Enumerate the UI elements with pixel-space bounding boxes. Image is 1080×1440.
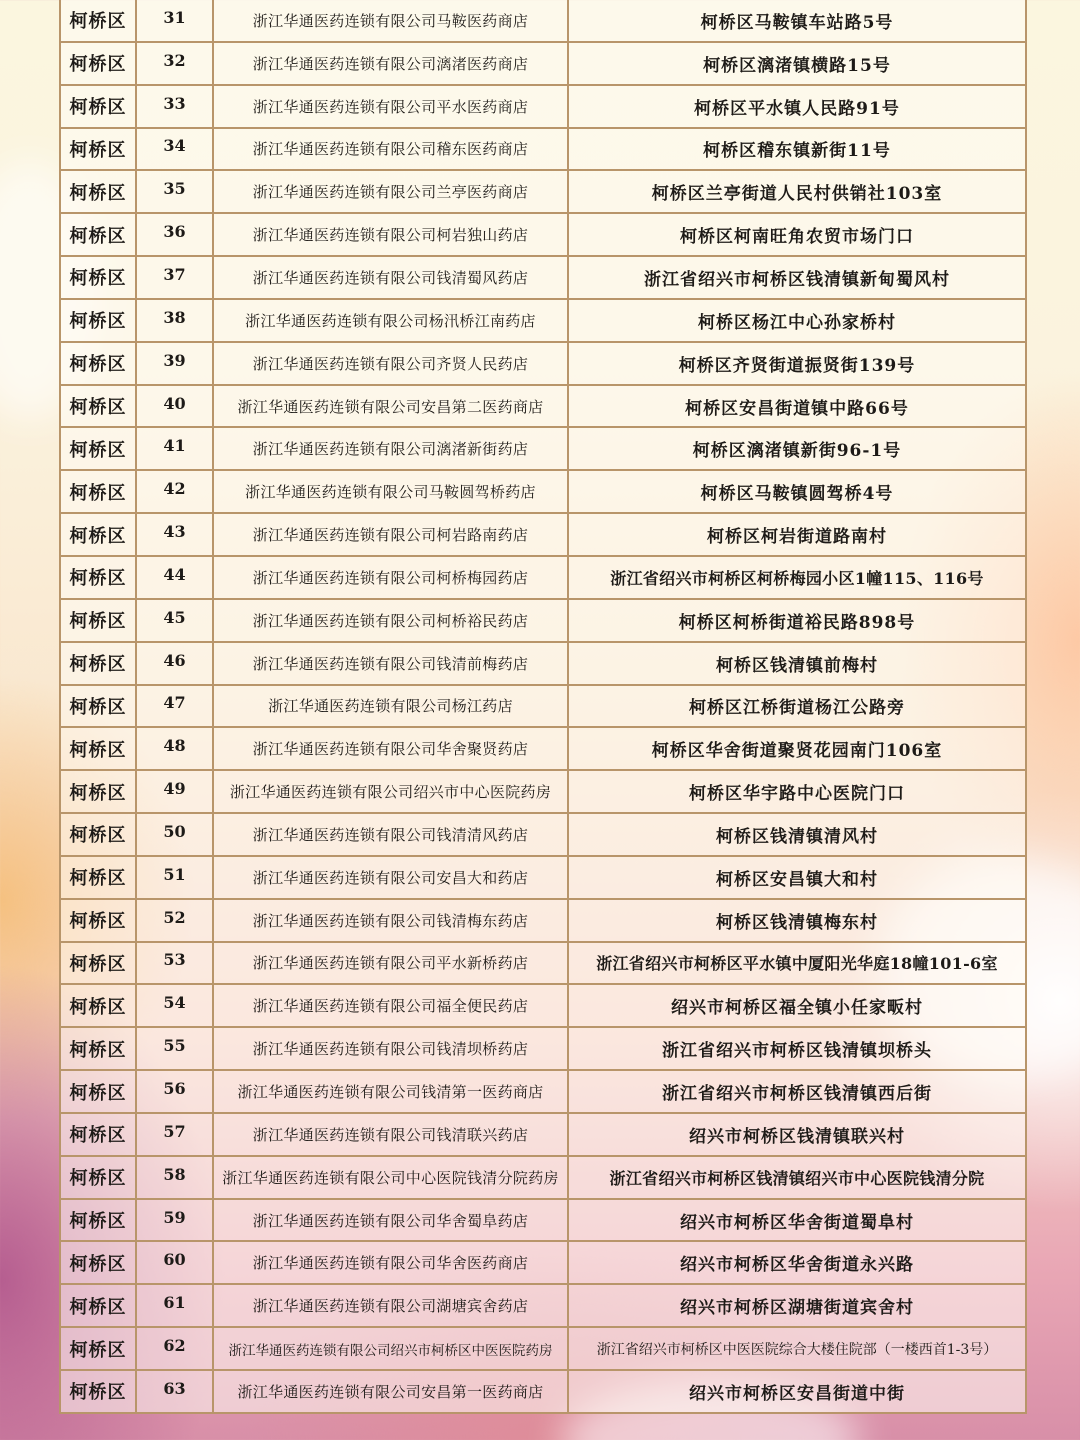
number-cell: 33 <box>136 85 213 128</box>
pharmacy-name-cell: 浙江华通医药连锁有限公司钱清联兴药店 <box>213 1113 568 1156</box>
district-cell: 柯桥区 <box>60 899 136 942</box>
district-cell: 柯桥区 <box>60 1070 136 1113</box>
number-cell: 32 <box>136 42 213 85</box>
district-cell: 柯桥区 <box>60 85 136 128</box>
district-cell: 柯桥区 <box>60 470 136 513</box>
pharmacy-name-cell: 浙江华通医药连锁有限公司平水新桥药店 <box>213 942 568 985</box>
pharmacy-name-cell: 浙江华通医药连锁有限公司钱清坝桥药店 <box>213 1027 568 1070</box>
pharmacy-name-cell: 浙江华通医药连锁有限公司绍兴市柯桥区中医医院药房 <box>213 1327 568 1370</box>
address-cell: 柯桥区马鞍镇车站路5号 <box>568 0 1026 42</box>
address-cell: 浙江省绍兴市柯桥区中医医院综合大楼住院部（一楼西首1-3号） <box>568 1327 1026 1370</box>
address-cell: 绍兴市柯桥区华舍街道蜀阜村 <box>568 1199 1026 1242</box>
district-cell: 柯桥区 <box>60 599 136 642</box>
pharmacy-name-cell: 浙江华通医药连锁有限公司柯岩路南药店 <box>213 513 568 556</box>
table-row <box>60 1070 1026 1113</box>
table-row <box>60 342 1026 385</box>
number-cell: 37 <box>136 256 213 299</box>
pharmacy-name-cell: 浙江华通医药连锁有限公司钱清梅东药店 <box>213 899 568 942</box>
number-cell: 58 <box>136 1156 213 1199</box>
district-cell: 柯桥区 <box>60 984 136 1027</box>
number-cell: 62 <box>136 1327 213 1370</box>
table-row <box>60 556 1026 599</box>
number-cell: 50 <box>136 813 213 856</box>
pharmacy-name-cell: 浙江华通医药连锁有限公司马鞍圆驾桥药店 <box>213 470 568 513</box>
pharmacy-name-cell: 浙江华通医药连锁有限公司漓渚新街药店 <box>213 427 568 470</box>
district-cell: 柯桥区 <box>60 299 136 342</box>
pharmacy-name-cell: 浙江华通医药连锁有限公司杨汛桥江南药店 <box>213 299 568 342</box>
table-row <box>60 42 1026 85</box>
pharmacy-name-cell: 浙江华通医药连锁有限公司柯桥梅园药店 <box>213 556 568 599</box>
pharmacy-name-cell: 浙江华通医药连锁有限公司柯桥裕民药店 <box>213 599 568 642</box>
number-cell: 61 <box>136 1284 213 1327</box>
table-row <box>60 1284 1026 1327</box>
pharmacy-name-cell: 浙江华通医药连锁有限公司华舍聚贤药店 <box>213 727 568 770</box>
address-cell: 柯桥区杨江中心孙家桥村 <box>568 299 1026 342</box>
number-cell: 59 <box>136 1199 213 1242</box>
district-cell: 柯桥区 <box>60 342 136 385</box>
pharmacy-list-table <box>59 0 1027 1414</box>
table-row <box>60 256 1026 299</box>
table-row <box>60 770 1026 813</box>
table-row <box>60 85 1026 128</box>
pharmacy-name-cell: 浙江华通医药连锁有限公司华舍蜀阜药店 <box>213 1199 568 1242</box>
pharmacy-name-cell: 浙江华通医药连锁有限公司钱清前梅药店 <box>213 642 568 685</box>
district-cell: 柯桥区 <box>60 727 136 770</box>
table-row <box>60 1027 1026 1070</box>
district-cell: 柯桥区 <box>60 1156 136 1199</box>
pharmacy-name-cell: 浙江华通医药连锁有限公司稽东医药商店 <box>213 128 568 171</box>
district-cell: 柯桥区 <box>60 1241 136 1284</box>
address-cell: 浙江省绍兴市柯桥区平水镇中厦阳光华庭18幢101-6室 <box>568 942 1026 985</box>
table-row <box>60 385 1026 428</box>
pharmacy-list-table-container <box>59 0 1025 1414</box>
district-cell: 柯桥区 <box>60 813 136 856</box>
number-cell: 47 <box>136 685 213 728</box>
table-row <box>60 942 1026 985</box>
district-cell: 柯桥区 <box>60 42 136 85</box>
table-row <box>60 984 1026 1027</box>
pharmacy-name-cell: 浙江华通医药连锁有限公司马鞍医药商店 <box>213 0 568 42</box>
table-body <box>60 0 1026 1413</box>
district-cell: 柯桥区 <box>60 128 136 171</box>
district-cell: 柯桥区 <box>60 642 136 685</box>
number-cell: 42 <box>136 470 213 513</box>
number-cell: 35 <box>136 170 213 213</box>
number-cell: 48 <box>136 727 213 770</box>
number-cell: 36 <box>136 213 213 256</box>
number-cell: 39 <box>136 342 213 385</box>
address-cell: 柯桥区齐贤街道振贤街139号 <box>568 342 1026 385</box>
district-cell: 柯桥区 <box>60 1027 136 1070</box>
table-row <box>60 1199 1026 1242</box>
address-cell: 柯桥区平水镇人民路91号 <box>568 85 1026 128</box>
pharmacy-name-cell: 浙江华通医药连锁有限公司中心医院钱清分院药房 <box>213 1156 568 1199</box>
table-row <box>60 1327 1026 1370</box>
district-cell: 柯桥区 <box>60 1370 136 1413</box>
district-cell: 柯桥区 <box>60 1284 136 1327</box>
table-row <box>60 727 1026 770</box>
number-cell: 51 <box>136 856 213 899</box>
pharmacy-name-cell: 浙江华通医药连锁有限公司钱清蜀风药店 <box>213 256 568 299</box>
number-cell: 44 <box>136 556 213 599</box>
pharmacy-name-cell: 浙江华通医药连锁有限公司安昌大和药店 <box>213 856 568 899</box>
pharmacy-name-cell: 浙江华通医药连锁有限公司漓渚医药商店 <box>213 42 568 85</box>
address-cell: 浙江省绍兴市柯桥区钱清镇绍兴市中心医院钱清分院 <box>568 1156 1026 1199</box>
district-cell: 柯桥区 <box>60 942 136 985</box>
pharmacy-name-cell: 浙江华通医药连锁有限公司华舍医药商店 <box>213 1241 568 1284</box>
number-cell: 55 <box>136 1027 213 1070</box>
address-cell: 浙江省绍兴市柯桥区钱清镇坝桥头 <box>568 1027 1026 1070</box>
district-cell: 柯桥区 <box>60 385 136 428</box>
address-cell: 柯桥区安昌镇大和村 <box>568 856 1026 899</box>
district-cell: 柯桥区 <box>60 427 136 470</box>
pharmacy-name-cell: 浙江华通医药连锁有限公司平水医药商店 <box>213 85 568 128</box>
number-cell: 34 <box>136 128 213 171</box>
pharmacy-name-cell: 浙江华通医药连锁有限公司齐贤人民药店 <box>213 342 568 385</box>
district-cell: 柯桥区 <box>60 513 136 556</box>
table-row <box>60 513 1026 556</box>
pharmacy-name-cell: 浙江华通医药连锁有限公司钱清第一医药商店 <box>213 1070 568 1113</box>
table-row <box>60 427 1026 470</box>
address-cell: 柯桥区华宇路中心医院门口 <box>568 770 1026 813</box>
number-cell: 60 <box>136 1241 213 1284</box>
address-cell: 柯桥区钱清镇清风村 <box>568 813 1026 856</box>
pharmacy-name-cell: 浙江华通医药连锁有限公司湖塘宾舍药店 <box>213 1284 568 1327</box>
district-cell: 柯桥区 <box>60 1113 136 1156</box>
pharmacy-name-cell: 浙江华通医药连锁有限公司福全便民药店 <box>213 984 568 1027</box>
table-row <box>60 899 1026 942</box>
number-cell: 46 <box>136 642 213 685</box>
table-row <box>60 856 1026 899</box>
district-cell: 柯桥区 <box>60 856 136 899</box>
table-row <box>60 470 1026 513</box>
pharmacy-name-cell: 浙江华通医药连锁有限公司钱清清风药店 <box>213 813 568 856</box>
address-cell: 柯桥区兰亭街道人民村供销社103室 <box>568 170 1026 213</box>
district-cell: 柯桥区 <box>60 556 136 599</box>
pharmacy-name-cell: 浙江华通医药连锁有限公司绍兴市中心医院药房 <box>213 770 568 813</box>
address-cell: 柯桥区柯桥街道裕民路898号 <box>568 599 1026 642</box>
address-cell: 柯桥区钱清镇梅东村 <box>568 899 1026 942</box>
table-row <box>60 299 1026 342</box>
number-cell: 45 <box>136 599 213 642</box>
number-cell: 57 <box>136 1113 213 1156</box>
number-cell: 52 <box>136 899 213 942</box>
pharmacy-name-cell: 浙江华通医药连锁有限公司杨江药店 <box>213 685 568 728</box>
number-cell: 41 <box>136 427 213 470</box>
number-cell: 63 <box>136 1370 213 1413</box>
table-row <box>60 0 1026 42</box>
address-cell: 柯桥区江桥街道杨江公路旁 <box>568 685 1026 728</box>
address-cell: 浙江省绍兴市柯桥区钱清镇新甸蜀风村 <box>568 256 1026 299</box>
address-cell: 柯桥区钱清镇前梅村 <box>568 642 1026 685</box>
district-cell: 柯桥区 <box>60 770 136 813</box>
number-cell: 40 <box>136 385 213 428</box>
pharmacy-name-cell: 浙江华通医药连锁有限公司安昌第一医药商店 <box>213 1370 568 1413</box>
address-cell: 柯桥区稽东镇新街11号 <box>568 128 1026 171</box>
table-row <box>60 1156 1026 1199</box>
district-cell: 柯桥区 <box>60 170 136 213</box>
address-cell: 柯桥区漓渚镇横路15号 <box>568 42 1026 85</box>
number-cell: 43 <box>136 513 213 556</box>
district-cell: 柯桥区 <box>60 1327 136 1370</box>
district-cell: 柯桥区 <box>60 256 136 299</box>
address-cell: 柯桥区漓渚镇新街96-1号 <box>568 427 1026 470</box>
address-cell: 绍兴市柯桥区钱清镇联兴村 <box>568 1113 1026 1156</box>
address-cell: 柯桥区华舍街道聚贤花园南门106室 <box>568 727 1026 770</box>
address-cell: 柯桥区安昌街道镇中路66号 <box>568 385 1026 428</box>
district-cell: 柯桥区 <box>60 685 136 728</box>
address-cell: 浙江省绍兴市柯桥区柯桥梅园小区1幢115、116号 <box>568 556 1026 599</box>
address-cell: 柯桥区马鞍镇圆驾桥4号 <box>568 470 1026 513</box>
address-cell: 绍兴市柯桥区华舍街道永兴路 <box>568 1241 1026 1284</box>
district-cell: 柯桥区 <box>60 0 136 42</box>
pharmacy-name-cell: 浙江华通医药连锁有限公司柯岩独山药店 <box>213 213 568 256</box>
number-cell: 49 <box>136 770 213 813</box>
number-cell: 56 <box>136 1070 213 1113</box>
number-cell: 53 <box>136 942 213 985</box>
table-row <box>60 1241 1026 1284</box>
address-cell: 绍兴市柯桥区湖塘街道宾舍村 <box>568 1284 1026 1327</box>
number-cell: 54 <box>136 984 213 1027</box>
address-cell: 柯桥区柯南旺角农贸市场门口 <box>568 213 1026 256</box>
table-row <box>60 813 1026 856</box>
table-row <box>60 1370 1026 1413</box>
table-row <box>60 128 1026 171</box>
district-cell: 柯桥区 <box>60 1199 136 1242</box>
number-cell: 31 <box>136 0 213 42</box>
table-row <box>60 1113 1026 1156</box>
table-row <box>60 170 1026 213</box>
address-cell: 绍兴市柯桥区安昌街道中街 <box>568 1370 1026 1413</box>
table-row <box>60 642 1026 685</box>
district-cell: 柯桥区 <box>60 213 136 256</box>
table-row <box>60 599 1026 642</box>
number-cell: 38 <box>136 299 213 342</box>
pharmacy-name-cell: 浙江华通医药连锁有限公司安昌第二医药商店 <box>213 385 568 428</box>
table-row <box>60 213 1026 256</box>
address-cell: 柯桥区柯岩街道路南村 <box>568 513 1026 556</box>
pharmacy-name-cell: 浙江华通医药连锁有限公司兰亭医药商店 <box>213 170 568 213</box>
table-row <box>60 685 1026 728</box>
address-cell: 绍兴市柯桥区福全镇小任家畈村 <box>568 984 1026 1027</box>
address-cell: 浙江省绍兴市柯桥区钱清镇西后街 <box>568 1070 1026 1113</box>
